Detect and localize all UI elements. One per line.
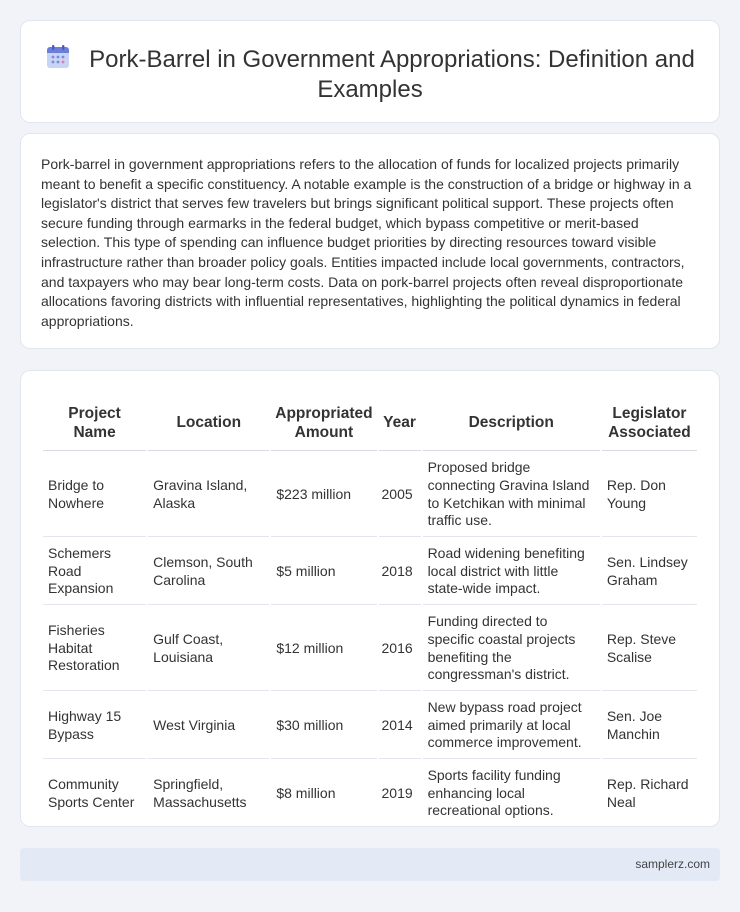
cell-description: Sports facility funding enhancing local recreational options.	[423, 761, 600, 827]
cell-legislator: Rep. Richard Neal	[602, 761, 697, 827]
title-card	[20, 20, 720, 123]
cell-year: 2016	[379, 607, 421, 691]
table-row	[43, 761, 697, 827]
cell-project-name: Bridge to Nowhere	[43, 453, 146, 537]
header-amount: Appropriated Amount	[271, 393, 376, 451]
table-row	[43, 453, 697, 537]
cell-location: Gravina Island, Alaska	[148, 453, 269, 537]
cell-description: New bypass road project aimed primarily at local commerce improvement.	[423, 693, 600, 759]
projects-table	[41, 391, 699, 829]
header-description: Description	[423, 393, 600, 451]
cell-legislator: Rep. Steve Scalise	[602, 607, 697, 691]
table-header-row	[43, 393, 697, 451]
cell-year: 2018	[379, 539, 421, 605]
header-location: Location	[148, 393, 269, 451]
cell-project-name: Fisheries Habitat Restoration	[43, 607, 146, 691]
header-year: Year	[379, 393, 421, 451]
cell-legislator: Sen. Joe Manchin	[602, 693, 697, 759]
cell-project-name: Schemers Road Expansion	[43, 539, 146, 605]
cell-location: Gulf Coast, Louisiana	[148, 607, 269, 691]
cell-legislator: Rep. Don Young	[602, 453, 697, 537]
cell-year: 2005	[379, 453, 421, 537]
cell-project-name: Highway 15 Bypass	[43, 693, 146, 759]
summary-card	[20, 133, 720, 349]
footer-site-link[interactable]: samplerz.com	[635, 857, 710, 871]
table-row	[43, 693, 697, 759]
page-title: Pork-Barrel in Government Appropriations: Definition and Examples	[89, 46, 695, 103]
cell-description: Funding directed to specific coastal projects benefiting the congressman's district.	[423, 607, 600, 691]
cell-amount: $30 million	[271, 693, 376, 759]
summary-text: Pork-barrel in government appropriations refers to the allocation of funds for localized projects primarily meant to benefit a specific constituency. A notable example is the construction of a bridge or highway in a legislator's district that serves few travelers but brings significant political support. These projects often secure funding through earmarks in the federal budget, which bypass competitive or merit-based selection. This type of spending can influence budget priorities by directing resources toward visible infrastructure rather than broader policy goals. Entities impacted include local governments, contractors, and taxpayers who may bear long-term costs. Data on pork-barrel projects often reveal disproportionate allocations favoring districts with influential representatives, highlighting the political dynamics in federal appropriations.	[41, 156, 692, 329]
cell-amount: $12 million	[271, 607, 376, 691]
cell-amount: $5 million	[271, 539, 376, 605]
page-title-wrap	[41, 44, 699, 105]
cell-description: Road widening benefiting local district with little state-wide impact.	[423, 539, 600, 605]
cell-year: 2014	[379, 693, 421, 759]
header-legislator: Legislator Associated	[602, 393, 697, 451]
cell-project-name: Community Sports Center	[43, 761, 146, 827]
cell-location: Clemson, South Carolina	[148, 539, 269, 605]
cell-location: Springfield, Massachusetts	[148, 761, 269, 827]
footer-bar	[20, 848, 720, 881]
cell-amount: $223 million	[271, 453, 376, 537]
cell-legislator: Sen. Lindsey Graham	[602, 539, 697, 605]
cell-year: 2019	[379, 761, 421, 827]
table-row	[43, 607, 697, 691]
cell-location: West Virginia	[148, 693, 269, 759]
cell-description: Proposed bridge connecting Gravina Island to Ketchikan with minimal traffic use.	[423, 453, 600, 537]
table-card	[20, 370, 720, 827]
cell-amount: $8 million	[271, 761, 376, 827]
header-project-name: Project Name	[43, 393, 146, 451]
calendar-icon	[45, 44, 73, 70]
table-row	[43, 539, 697, 605]
